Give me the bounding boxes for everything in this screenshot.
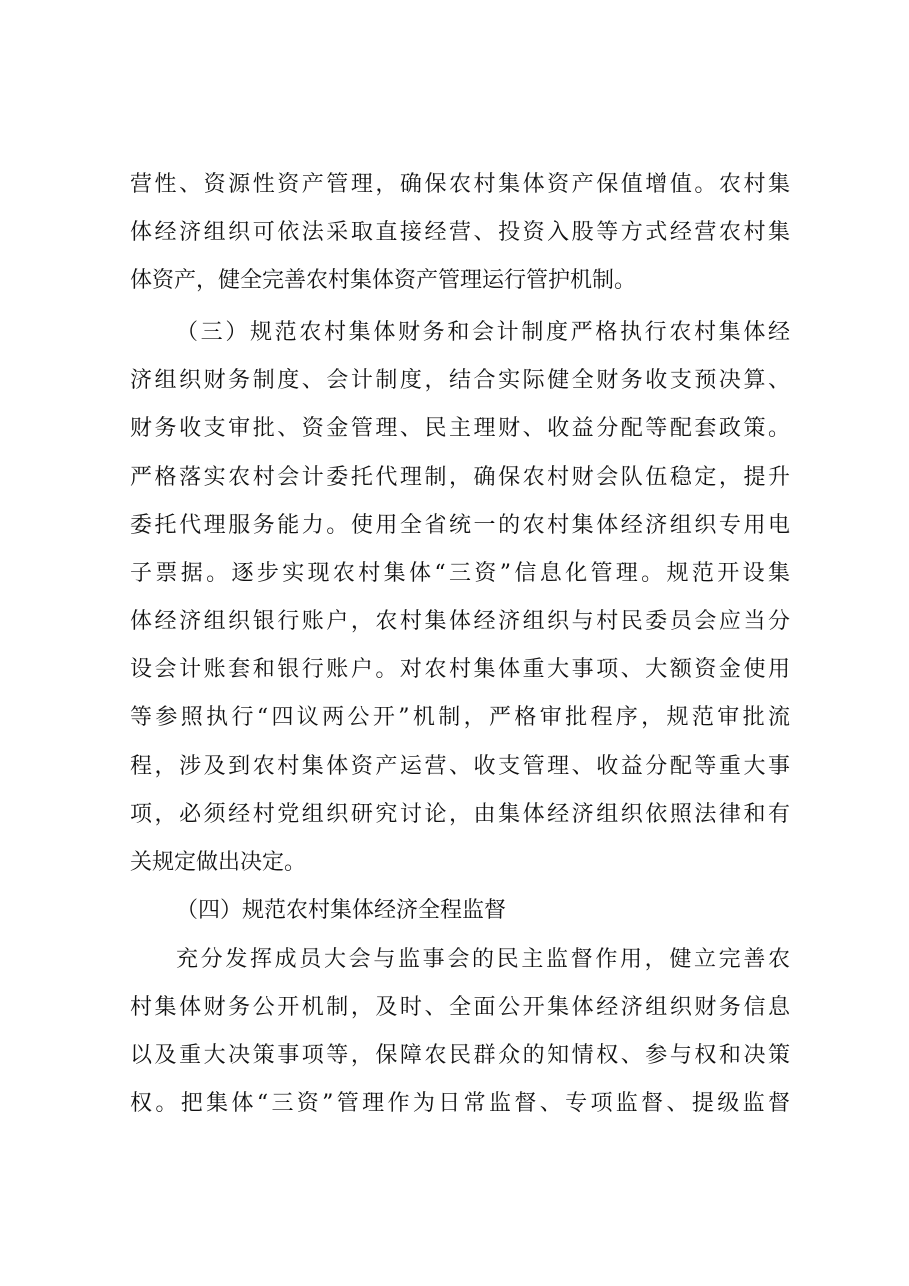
text-line-9: 子票据。逐步实现农村集体“三资”信息化管理。规范开设集: [130, 561, 790, 586]
section-4-heading: （四）规范农村集体经济全程监督: [176, 898, 507, 923]
text-line-17: 充分发挥成员大会与监事会的民主监督作用，健立完善农: [176, 947, 790, 972]
text-line-19: 以及重大决策事项等，保障农民群众的知情权、参与权和决策: [130, 1043, 790, 1068]
text-line-10: 体经济组织银行账户，农村集体经济组织与村民委员会应当分: [130, 609, 790, 634]
section-3-heading-line: （三）规范农村集体财务和会计制度严格执行农村集体经: [176, 320, 790, 345]
text-line-13: 程，涉及到农村集体资产运营、收支管理、收益分配等重大事: [130, 754, 790, 779]
text-line-12: 等参照执行“四议两公开”机制，严格审批程序，规范审批流: [130, 705, 790, 730]
text-line-11: 设会计账套和银行账户。对农村集体重大事项、大额资金使用: [130, 657, 790, 682]
text-line-1: 营性、资源性资产管理，确保农村集体资产保值增值。农村集: [130, 172, 790, 197]
text-line-8: 委托代理服务能力。使用全省统一的农村集体经济组织专用电: [130, 513, 790, 538]
text-line-2: 体经济组织可依法采取直接经营、投资入股等方式经营农村集: [130, 220, 790, 245]
text-line-6: 财务收支审批、资金管理、民主理财、收益分配等配套政策。: [130, 416, 790, 441]
text-line-15: 关规定做出决定。: [130, 850, 307, 875]
text-line-14: 项，必须经村党组织研究讨论，由集体经济组织依照法律和有: [130, 802, 790, 827]
text-line-20: 权。把集体“三资”管理作为日常监督、专项监督、提级监督: [130, 1091, 790, 1116]
text-line-5: 济组织财务制度、会计制度，结合实际健全财务收支预决算、: [130, 368, 790, 393]
text-line-18: 村集体财务公开机制，及时、全面公开集体经济组织财务信息: [130, 995, 790, 1020]
text-line-3: 体资产，健全完善农村集体资产管理运行管护机制。: [130, 268, 637, 293]
text-line-7: 严格落实农村会计委托代理制，确保农村财会队伍稳定，提升: [130, 465, 790, 490]
